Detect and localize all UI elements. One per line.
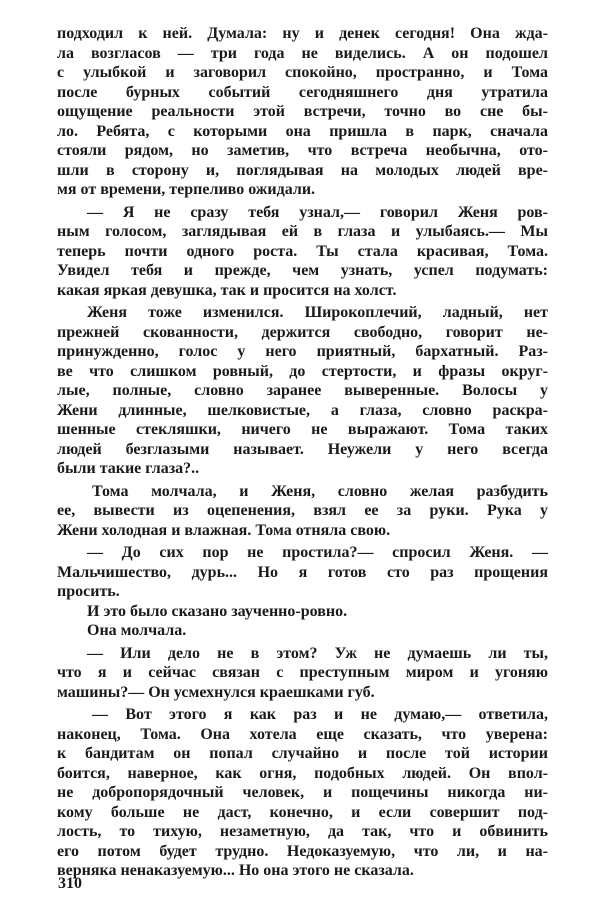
text-line: принужденно, голос у него приятный, бархатный. Раз- <box>57 343 548 360</box>
book-page-text <box>57 24 548 881</box>
text-line: его потом будет трудно. Недоказуемую, что ли, и на- <box>57 842 548 860</box>
text-line: Жени холодная и влажная. Тома отняла свою. <box>57 521 391 539</box>
text-line: Увидел тебя и прежде, чем узнать, успел подумать: <box>57 262 548 279</box>
text-line: какая яркая девушка, так и просится на холст. <box>57 281 397 299</box>
text-line: — До сих пор не простила?— спросил Женя. — <box>87 544 548 561</box>
paragraph <box>57 482 548 541</box>
text-line: подходил к ней. Думала: ну и денек сегодня! Она жда- <box>57 25 548 42</box>
text-line: — Вот этого я как раз и не думаю,— ответила, <box>92 706 548 723</box>
text-line: прежней скованности, держится свободно, говорит не- <box>57 323 548 341</box>
text-line: ее, вывести из оцепенения, взял ее за руки. Рука у <box>57 502 548 519</box>
text-line: наконец, Тома. Она хотела еще сказать, что уверена: <box>57 725 548 743</box>
text-line: машины?— Он усмехнулся краешками губ. <box>57 683 375 701</box>
text-line: просить. <box>57 583 120 600</box>
text-line: Тома молчала, и Женя, словно желая разбудить <box>92 482 548 500</box>
paragraph <box>57 24 548 200</box>
page-number: 310 <box>58 875 82 892</box>
text-line: стояли рядом, но заметив, что встреча необычна, ото- <box>57 142 548 159</box>
text-line: ощущение реальности этой встречи, точно во сне бы- <box>57 103 548 120</box>
paragraph <box>57 705 548 881</box>
text-line: не добропорядочный человек, и пощечины никогда ни- <box>57 784 548 801</box>
text-line: ла возгласов — три года не виделись. А он подошел <box>57 44 548 62</box>
text-line: мя от времени, терпеливо ожидали. <box>57 181 316 198</box>
text-line: лость, то тихую, незаметную, да так, что и обвинить <box>57 823 548 840</box>
text-line: Она молчала. <box>87 622 187 639</box>
text-line: шенные стекляшки, ничего не выражают. Тома таких <box>57 421 548 438</box>
paragraph <box>57 203 548 301</box>
paragraph <box>57 303 548 479</box>
paragraph <box>57 602 548 622</box>
text-line: с улыбкой и заговорил спокойно, пространно, и Тома <box>57 64 548 81</box>
text-line: кому больше не даст, конечно, и если совершит под- <box>57 803 548 821</box>
text-line: верняка ненаказуемую... Но она этого не сказала. <box>57 862 414 879</box>
text-line: были такие глаза?.. <box>57 460 200 477</box>
paragraph <box>57 644 548 703</box>
text-line: после бурных событий сегодняшнего дня утратила <box>57 83 548 101</box>
text-line: к бандитам он попал случайно и после той истории <box>57 745 548 762</box>
text-line: лые, полные, словно заранее выверенные. Волосы у <box>57 382 548 399</box>
text-line: Мальчишество, дурь... Но я готов сто раз прощения <box>57 563 548 581</box>
text-line: ным голосом, заглядывая ей в глаза и улыбаясь.— Мы <box>57 223 548 240</box>
text-line: людей безглазыми называет. Неужели у него всегда <box>57 440 548 458</box>
text-line: теперь почти одного роста. Ты стала красивая, Тома. <box>57 242 548 260</box>
text-line: Жени длинные, шелковистые, а глаза, словно раскра- <box>57 401 548 419</box>
text-line: ве что слишком ровный, до стертости, и фразы округ- <box>57 362 548 380</box>
text-line: — Я не сразу тебя узнал,— говорил Женя ров- <box>87 203 548 221</box>
text-line: что я и сейчас связан с преступным миром и угоняю <box>57 664 548 681</box>
text-line: шли в сторону и, поглядывая на молодых людей вре- <box>57 161 548 179</box>
paragraph <box>57 621 548 641</box>
text-line: Женя тоже изменился. Широкоплечий, ладный, нет <box>87 304 548 321</box>
text-line: ло. Ребята, с которыми она пришла в парк, сначала <box>57 122 548 140</box>
text-line: И это было сказано заученно-ровно. <box>87 602 348 620</box>
text-line: — Или дело не в этом? Уж не думаешь ли ты, <box>87 644 548 662</box>
paragraph <box>57 543 548 602</box>
text-line: боится, наверное, как огня, подобных людей. Он впол- <box>57 764 548 782</box>
